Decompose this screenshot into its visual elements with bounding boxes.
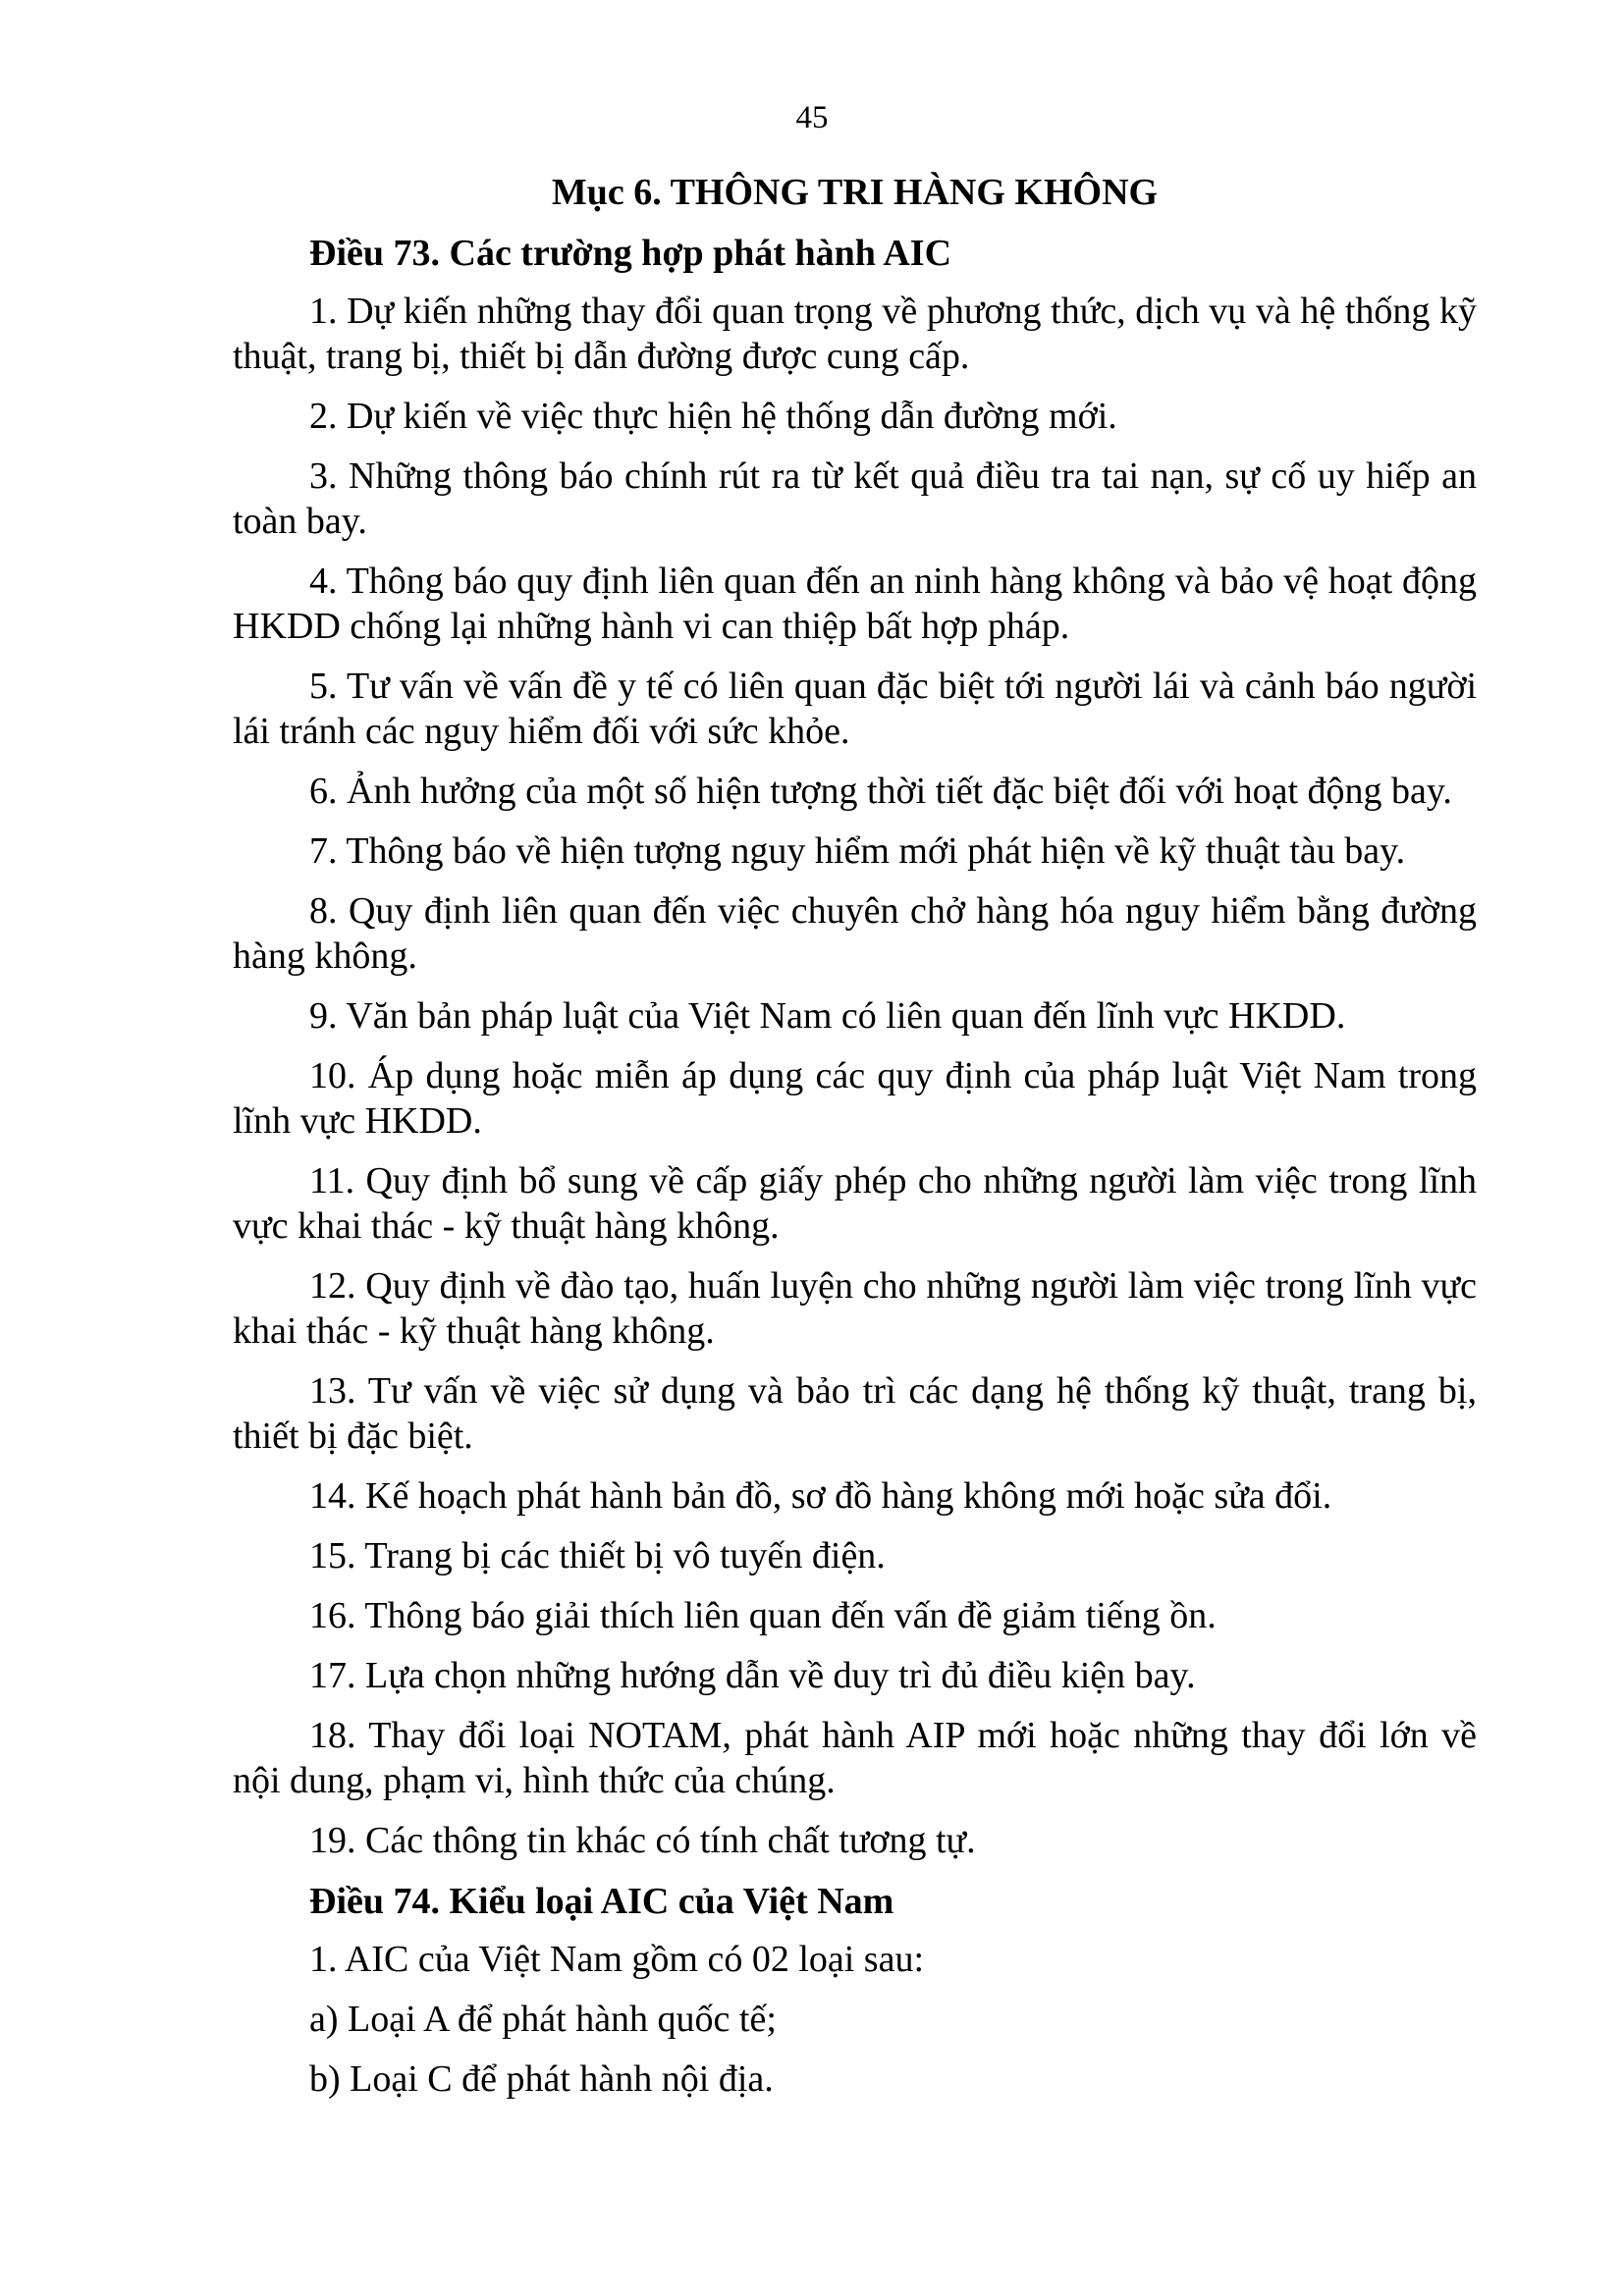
article-73-item-5: 5. Tư vấn về vấn đề y tế có liên quan đặc biệt tới người lái và cảnh báo người lái tránh các nguy hiểm đối với sức khỏe. <box>233 666 1477 752</box>
article-73-item-12: 12. Quy định về đào tạo, huấn luyện cho những người làm việc trong lĩnh vực khai thác - kỹ thuật hàng không. <box>233 1265 1477 1352</box>
article-74-item-b: b) Loại C để phát hành nội địa. <box>309 2058 774 2100</box>
article-73-item-9: 9. Văn bản pháp luật của Việt Nam có liên quan đến lĩnh vực HKDD. <box>309 995 1346 1037</box>
document-body <box>233 169 1477 2116</box>
section-title: Mục 6. THÔNG TRI HÀNG KHÔNG <box>551 172 1159 213</box>
article-74-item-1: 1. AIC của Việt Nam gồm có 02 loại sau: <box>309 1939 925 1980</box>
article-73-item-18: 18. Thay đổi loại NOTAM, phát hành AIP mới hoặc những thay đổi lớn về nội dung, phạm vi, hình thức của chúng. <box>233 1715 1477 1801</box>
article-73-item-19: 19. Các thông tin khác có tính chất tương tự. <box>309 1820 976 1861</box>
article-73-item-6: 6. Ảnh hưởng của một số hiện tượng thời tiết đặc biệt đối với hoạt động bay. <box>309 771 1452 812</box>
article-73-item-16: 16. Thông báo giải thích liên quan đến vấn đề giảm tiếng ồn. <box>309 1595 1217 1636</box>
article-73-item-17: 17. Lựa chọn những hướng dẫn về duy trì đủ điều kiện bay. <box>309 1655 1196 1696</box>
article-73-item-3: 3. Những thông báo chính rút ra từ kết quả điều tra tai nạn, sự cố uy hiếp an toàn bay. <box>233 455 1477 542</box>
article-73-title: Điều 73. Các trường hợp phát hành AIC <box>309 233 952 274</box>
article-73-item-1: 1. Dự kiến những thay đổi quan trọng về phương thức, dịch vụ và hệ thống kỹ thuật, trang bị, thiết bị dẫn đường được cung cấp. <box>233 291 1477 377</box>
article-73-item-14: 14. Kế hoạch phát hành bản đồ, sơ đồ hàng không mới hoặc sửa đổi. <box>309 1475 1332 1517</box>
article-74-title: Điều 74. Kiểu loại AIC của Việt Nam <box>309 1881 894 1922</box>
article-73-item-4: 4. Thông báo quy định liên quan đến an ninh hàng không và bảo vệ hoạt động HKDD chống lại những hành vi can thiệp bất hợp pháp. <box>233 561 1477 647</box>
article-73-item-15: 15. Trang bị các thiết bị vô tuyến điện. <box>309 1535 886 1576</box>
article-73-item-2: 2. Dự kiến về việc thực hiện hệ thống dẫn đường mới. <box>309 396 1117 437</box>
page-number: 45 <box>795 100 829 135</box>
article-73-item-7: 7. Thông báo về hiện tượng nguy hiểm mới phát hiện về kỹ thuật tàu bay. <box>309 830 1406 872</box>
article-73-item-10: 10. Áp dụng hoặc miễn áp dụng các quy định của pháp luật Việt Nam trong lĩnh vực HKDD. <box>233 1055 1477 1142</box>
article-74-item-a: a) Loại A để phát hành quốc tế; <box>309 1999 777 2040</box>
article-73-item-11: 11. Quy định bổ sung về cấp giấy phép cho những người làm việc trong lĩnh vực khai thác - kỹ thuật hàng không. <box>233 1160 1477 1247</box>
article-73-item-13: 13. Tư vấn về việc sử dụng và bảo trì các dạng hệ thống kỹ thuật, trang bị, thiết bị đặc biệt. <box>233 1370 1477 1457</box>
article-73-item-8: 8. Quy định liên quan đến việc chuyên chở hàng hóa nguy hiểm bằng đường hàng không. <box>233 890 1477 977</box>
